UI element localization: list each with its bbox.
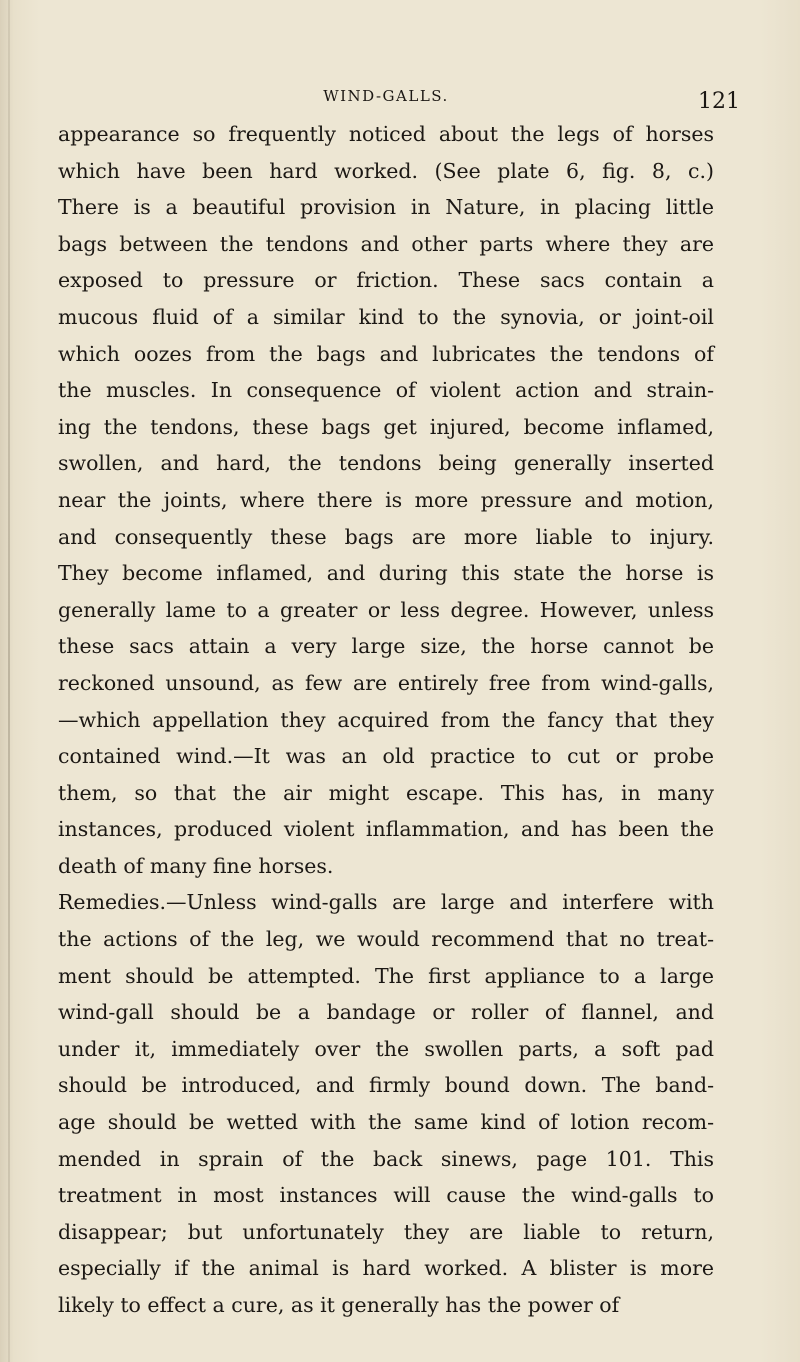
body-text [58,116,714,1324]
text-line: age should be wetted with the same kind of lotion recom- [58,1110,714,1135]
text-line: appearance so frequently noticed about the legs of horses [58,122,714,146]
text-line: likely to effect a cure, as it generally has the power of [58,1293,620,1317]
gutter-shadow [8,0,10,1362]
text-line: should be introduced, and firmly bound down. The band- [58,1073,714,1098]
text-line: They become inflamed, and during this state the horse is [58,561,714,586]
text-line: reckoned unsound, as few are entirely free from wind-galls, [58,670,714,695]
text-line: near the joints, where there is more pressure and motion, [58,487,714,512]
page-number: 121 [698,89,740,114]
text-line: under it, immediately over the swollen parts, a soft pad [58,1036,714,1061]
text-line: disappear; but unfortunately they are liable to return, [58,1219,714,1244]
text-line: especially if the animal is hard worked. A blister is more [58,1256,714,1281]
text-line: contained wind.—It was an old practice to cut or probe [58,744,714,769]
text-line: —which appellation they acquired from the fancy that they [58,707,714,732]
text-line: Remedies.—Unless wind-galls are large and interfere with [58,890,714,915]
text-line: which have been hard worked. (See plate 6, fig. 8, c.) [58,158,714,183]
text-line: the actions of the leg, we would recommend that no treat- [58,927,714,952]
text-line: instances, produced violent inflammation, and has been the [58,817,714,842]
text-line: bags between the tendons and other parts where they are [58,231,714,256]
text-line: wind-gall should be a bandage or roller of flannel, and [58,1000,714,1025]
text-line: death of many fine horses. [58,853,334,878]
text-line: exposed to pressure or friction. These sacs contain a [58,268,714,293]
text-line: these sacs attain a very large size, the horse cannot be [58,634,714,659]
text-line: the muscles. In consequence of violent action and strain- [58,378,714,403]
text-line: treatment in most instances will cause the wind-galls to [58,1183,714,1208]
text-line: There is a beautiful provision in Nature, in placing little [58,195,714,220]
text-line: and consequently these bags are more liable to injury. [58,524,714,549]
running-title: WIND-GALLS. [323,87,449,105]
text-line: mended in sprain of the back sinews, page 101. This [58,1146,714,1171]
running-head [0,83,800,117]
text-line: swollen, and hard, the tendons being generally inserted [58,451,714,476]
text-line: generally lame to a greater or less degree. However, unless [58,597,714,622]
text-line: ment should be attempted. The first appliance to a large [58,963,714,988]
text-line: which oozes from the bags and lubricates the tendons of [58,341,714,366]
text-line: them, so that the air might escape. This has, in many [58,780,714,805]
text-line: mucous fluid of a similar kind to the synovia, or joint-oil [58,304,714,329]
text-line: ing the tendons, these bags get injured, become inflamed, [58,414,714,439]
